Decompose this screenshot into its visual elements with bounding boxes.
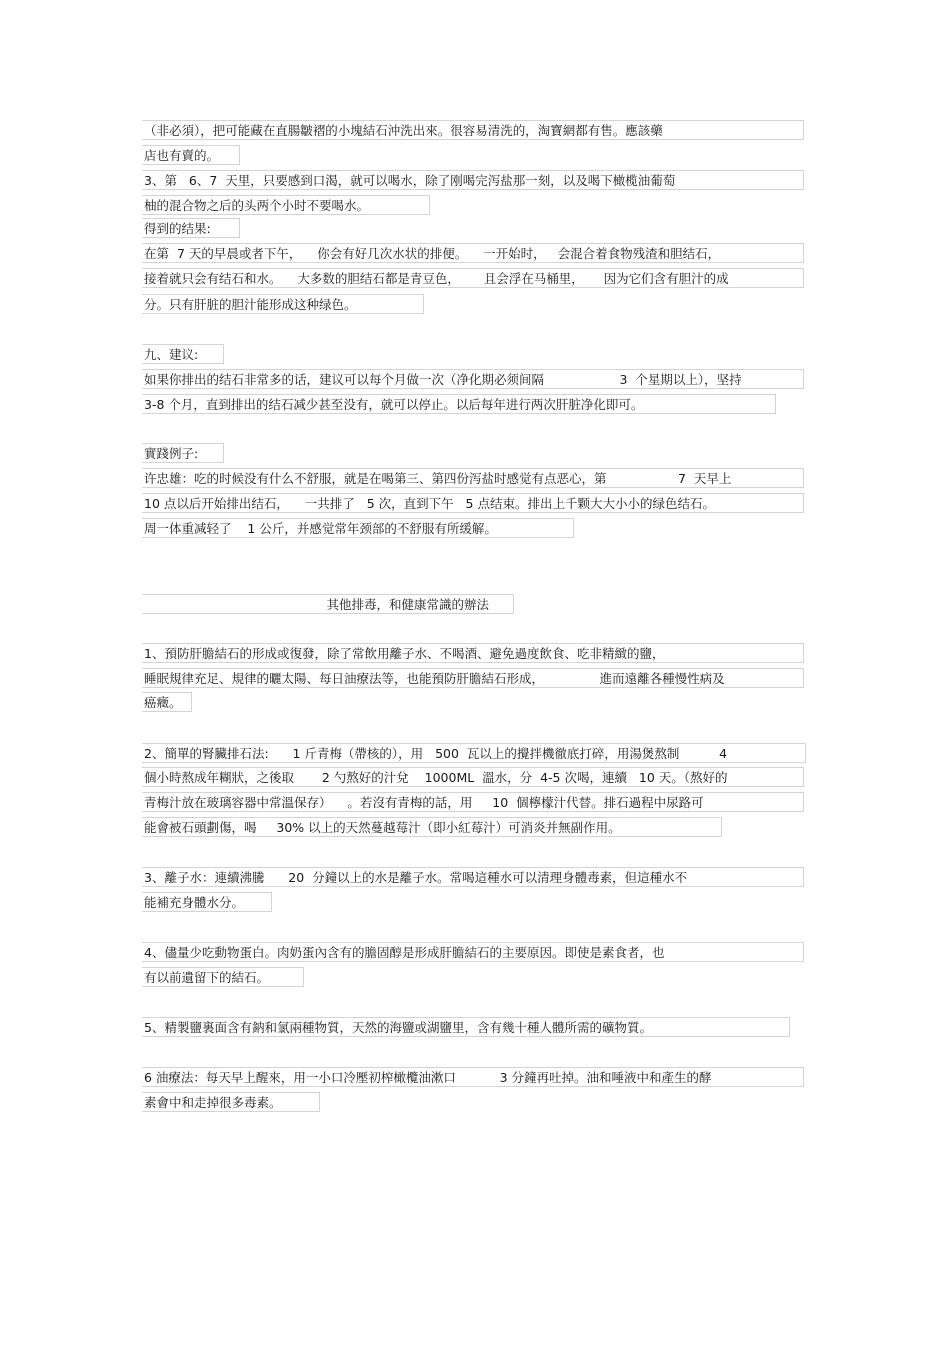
text-line: 3、離子水：連續沸騰 20 分鐘以上的水是離子水。常喝這種水可以清理身體毒素，但這種水不 — [142, 867, 804, 887]
text-line: 癌癥。 — [142, 692, 192, 712]
text-line: 店也有賣的。 — [142, 145, 240, 165]
text-line: 2、簡單的腎臟排石法: 1 斤青梅（帶核的），用 500 瓦以上的攪拌機徹底打碎，用湯煲熬制 4 — [142, 743, 806, 763]
text-line: 素會中和走掉很多毒素。 — [142, 1092, 320, 1112]
text-line: 1、預防肝膽結石的形成或復發，除了常飲用離子水、不喝酒、避免過度飲食、吃非精緻的鹽， — [142, 643, 804, 663]
text-line: 10 点以后开始排出结石， 一共排了 5 次，直到下午 5 点结束。排出上千颗大大小小的绿色结石。 — [142, 493, 804, 513]
text-line: 有以前遺留下的結石。 — [142, 967, 304, 987]
text-line: 6 油療法：每天早上醒來，用一小口冷壓初榨橄欖油漱口 3 分鐘再吐掉。油和唾液中和產生的酵 — [142, 1067, 804, 1087]
text-line: 柚的混合物之后的头两个小时不要喝水。 — [142, 195, 430, 215]
text-line: 能會被石頭劃傷，喝 30% 以上的天然蔓越莓汁（即小紅莓汁）可消炎并無副作用。 — [142, 817, 722, 837]
text-line: 许忠雄：吃的时候没有什么不舒服，就是在喝第三、第四份泻盐时感觉有点恶心，第 7 天早上 — [142, 468, 804, 488]
text-line: 個小時熬成年糊狀，之後取 2 勺熬好的汁兌 1000ML 溫水，分 4-5 次喝，連續 10 天。（熬好的 — [142, 767, 804, 787]
text-line: 周一体重减轻了 1 公斤，并感觉常年颈部的不舒服有所缓解。 — [142, 518, 574, 538]
text-line: 能補充身體水分。 — [142, 892, 272, 912]
text-line: 3-8 个月，直到排出的结石减少甚至没有，就可以停止。以后每年进行两次肝脏净化即可。 — [142, 394, 776, 414]
text-line: （非必須），把可能藏在直腸皺褶的小塊結石沖洗出來。很容易清洗的，淘寶網都有售。應該藥 — [142, 120, 804, 140]
text-line: 5、精製鹽裏面含有鈉和氯兩種物質，天然的海鹽或湖鹽里，含有幾十種人體所需的礦物質。 — [142, 1017, 790, 1037]
subheading: 得到的结果: — [142, 218, 240, 238]
text-line: 接着就只会有结石和水。 大多数的胆结石都是青豆色， 且会浮在马桶里， 因为它们含有胆汁的成 — [142, 268, 804, 288]
text-line: 如果你排出的结石非常多的话，建议可以每个月做一次（净化期必须间隔 3 个星期以上），坚持 — [142, 369, 804, 389]
section-heading: 實踐例子: — [142, 443, 224, 463]
text-line: 在第 7 天的早晨或者下午， 你会有好几次水状的排便。 一开始时， 会混合着食物残渣和胆结石， — [142, 243, 804, 263]
section-heading: 九、建议: — [142, 344, 224, 364]
section-title: 其他排毒，和健康常識的辦法 — [142, 594, 514, 614]
text-line: 3、第 6、7 天里，只要感到口渴，就可以喝水，除了刚喝完泻盐那一刻，以及喝下橄榄油葡萄 — [142, 170, 804, 190]
text-line: 4、儘量少吃動物蛋白。肉奶蛋內含有的膽固醇是形成肝膽結石的主要原因。即使是素食者，也 — [142, 942, 804, 962]
text-line: 青梅汁放在玻璃容器中常溫保存） 。若沒有青梅的話，用 10 個檸檬汁代替。排石過程中尿路可 — [142, 792, 804, 812]
text-line: 分。只有肝脏的胆汁能形成这种绿色。 — [142, 294, 424, 314]
text-line: 睡眠規律充足、規律的曬太陽、每日油療法等，也能預防肝膽結石形成， 進而遠離各種慢性病及 — [142, 668, 804, 688]
